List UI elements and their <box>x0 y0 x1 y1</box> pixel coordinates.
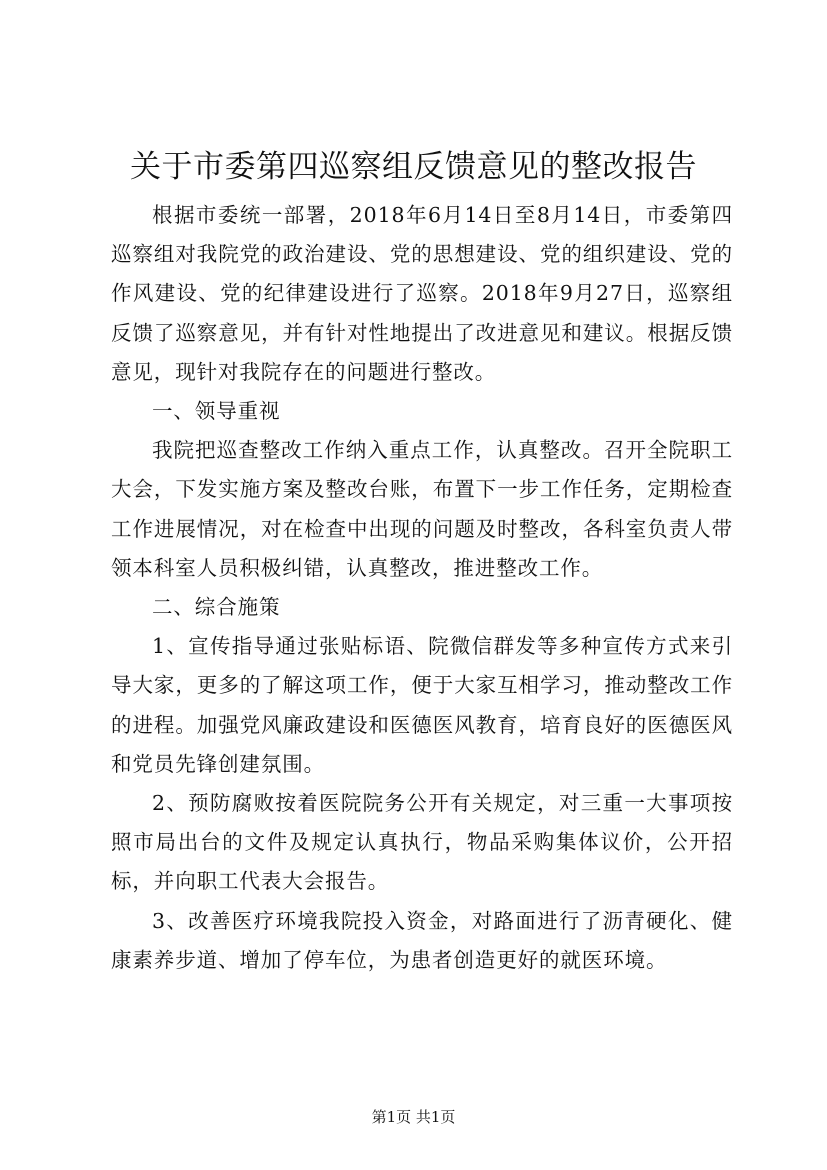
section-heading-measures: 二、综合施策 <box>152 595 281 620</box>
page-footer: 第1页 共1页 <box>371 1108 456 1126</box>
document-title: 关于市委第四巡察组反馈意见的整改报告 <box>130 149 697 185</box>
intro-paragraph: 根据市委统一部署，2018年6月14日至8月14日，市委第四巡察组对我院党的政治建设、党的思想建设、党的组织建设、党的作风建设、党的纪律建设进行了巡察。2018年9月27日，巡察组反馈了巡察意见，并有针对性地提出了改进意见和建议。根据反馈意见，现针对我院存在的问题进行整改。 <box>111 203 733 384</box>
measure-paragraph-environment: 3、改善医疗环境我院投入资金，对路面进行了沥青硬化、健康素养步道、增加了停车位，为患者创造更好的就医环境。 <box>111 908 733 972</box>
measure-paragraph-anticorruption: 2、预防腐败按着医院院务公开有关规定，对三重一大事项按照市局出台的文件及规定认真执行，物品采购集体议价，公开招标，并向职工代表大会报告。 <box>111 791 733 894</box>
leadership-paragraph: 我院把巡查整改工作纳入重点工作，认真整改。召开全院职工大会，下发实施方案及整改台账，布置下一步工作任务，定期检查工作进展情况，对在检查中出现的问题及时整改，各科室负责人带领本科室人员积极纠错，认真整改，推进整改工作。 <box>111 438 733 580</box>
measure-paragraph-publicity: 1、宣传指导通过张贴标语、院微信群发等多种宣传方式来引导大家，更多的了解这项工作，便于大家互相学习，推动整改工作的进程。加强党风廉政建设和医德医风教育，培育良好的医德医风和党员先锋创建氛围。 <box>111 634 733 776</box>
document-body <box>111 196 733 980</box>
section-heading-leadership: 一、领导重视 <box>152 399 281 424</box>
